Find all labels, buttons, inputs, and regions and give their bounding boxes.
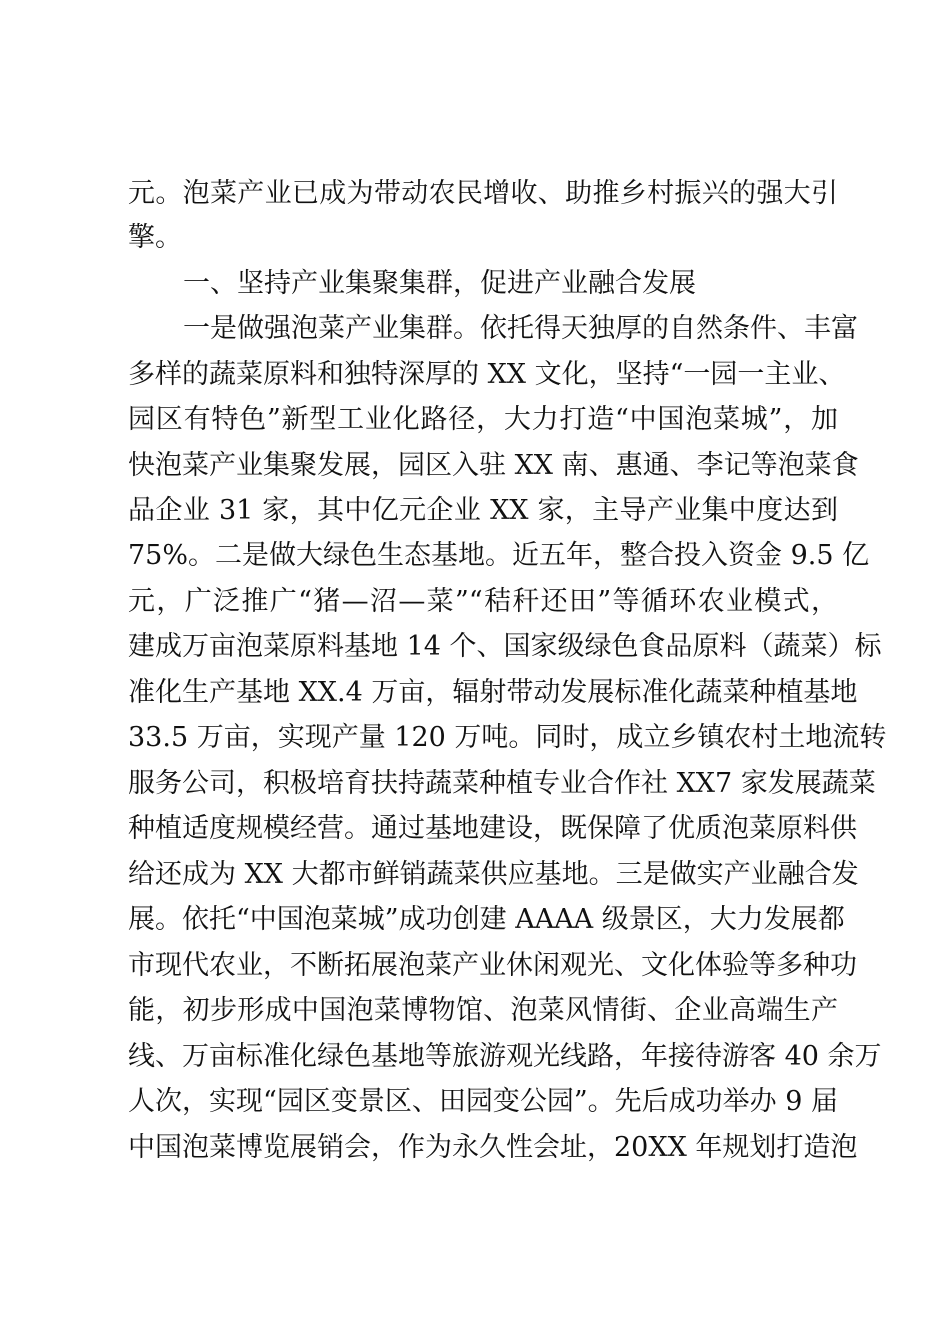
- paragraph-line: 一是做强泡菜产业集群。依托得天独厚的自然条件、丰富: [183, 313, 858, 344]
- section-heading: 一、坚持产业集聚集群，促进产业融合发展: [183, 268, 696, 299]
- paragraph-line: 市现代农业，不断拓展泡菜产业休闲观光、文化体验等多种功: [128, 950, 857, 981]
- paragraph-line: 快泡菜产业集聚发展，园区入驻 XX 南、惠通、李记等泡菜食: [128, 450, 859, 481]
- paragraph-line: 中国泡菜博览展销会，作为永久性会址，20XX 年规划打造泡: [128, 1132, 858, 1163]
- paragraph-line: 给还成为 XX 大都市鲜销蔬菜供应基地。三是做实产业融合发: [128, 859, 859, 890]
- paragraph-line: 品企业 31 家，其中亿元企业 XX 家，主导产业集中度达到: [128, 495, 838, 526]
- paragraph-line: 元，广泛推广“猪—沼—菜”“秸秆还田”等循环农业模式，: [128, 586, 838, 617]
- paragraph-line: 种植适度规模经营。通过基地建设，既保障了优质泡菜原料供: [128, 813, 857, 844]
- paragraph-line: 人次，实现“园区变景区、田园变公园”。先后成功举办 9 届: [128, 1086, 838, 1117]
- paragraph-line: 园区有特色”新型工业化路径，大力打造“中国泡菜城”，加: [128, 404, 838, 435]
- paragraph-line: 服务公司，积极培育扶持蔬菜种植专业合作社 XX7 家发展蔬菜: [128, 768, 876, 799]
- paragraph-line: 线、万亩标准化绿色基地等旅游观光线路，年接待游客 40 余万: [128, 1041, 882, 1072]
- paragraph-line: 准化生产基地 XX.4 万亩，辐射带动发展标准化蔬菜种植基地: [128, 677, 858, 708]
- paragraph-line: 展。依托“中国泡菜城”成功创建 AAAA 级景区，大力发展都: [128, 904, 845, 935]
- paragraph-line: 33.5 万亩，实现产量 120 万吨。同时，成立乡镇农村土地流转: [128, 722, 887, 753]
- paragraph-line: 擎。: [128, 222, 182, 253]
- paragraph-line: 能，初步形成中国泡菜博物馆、泡菜风情街、企业高端生产: [128, 995, 838, 1026]
- paragraph-line: 建成万亩泡菜原料基地 14 个、国家级绿色食品原料（蔬菜）标: [128, 631, 882, 662]
- paragraph-line: 多样的蔬菜原料和独特深厚的 XX 文化，坚持“一园一主业、: [128, 359, 846, 390]
- paragraph-line: 75%。二是做大绿色生态基地。近五年，整合投入资金 9.5 亿: [128, 540, 870, 571]
- paragraph-line: 元。泡菜产业已成为带动农民增收、助推乡村振兴的强大引: [128, 178, 838, 209]
